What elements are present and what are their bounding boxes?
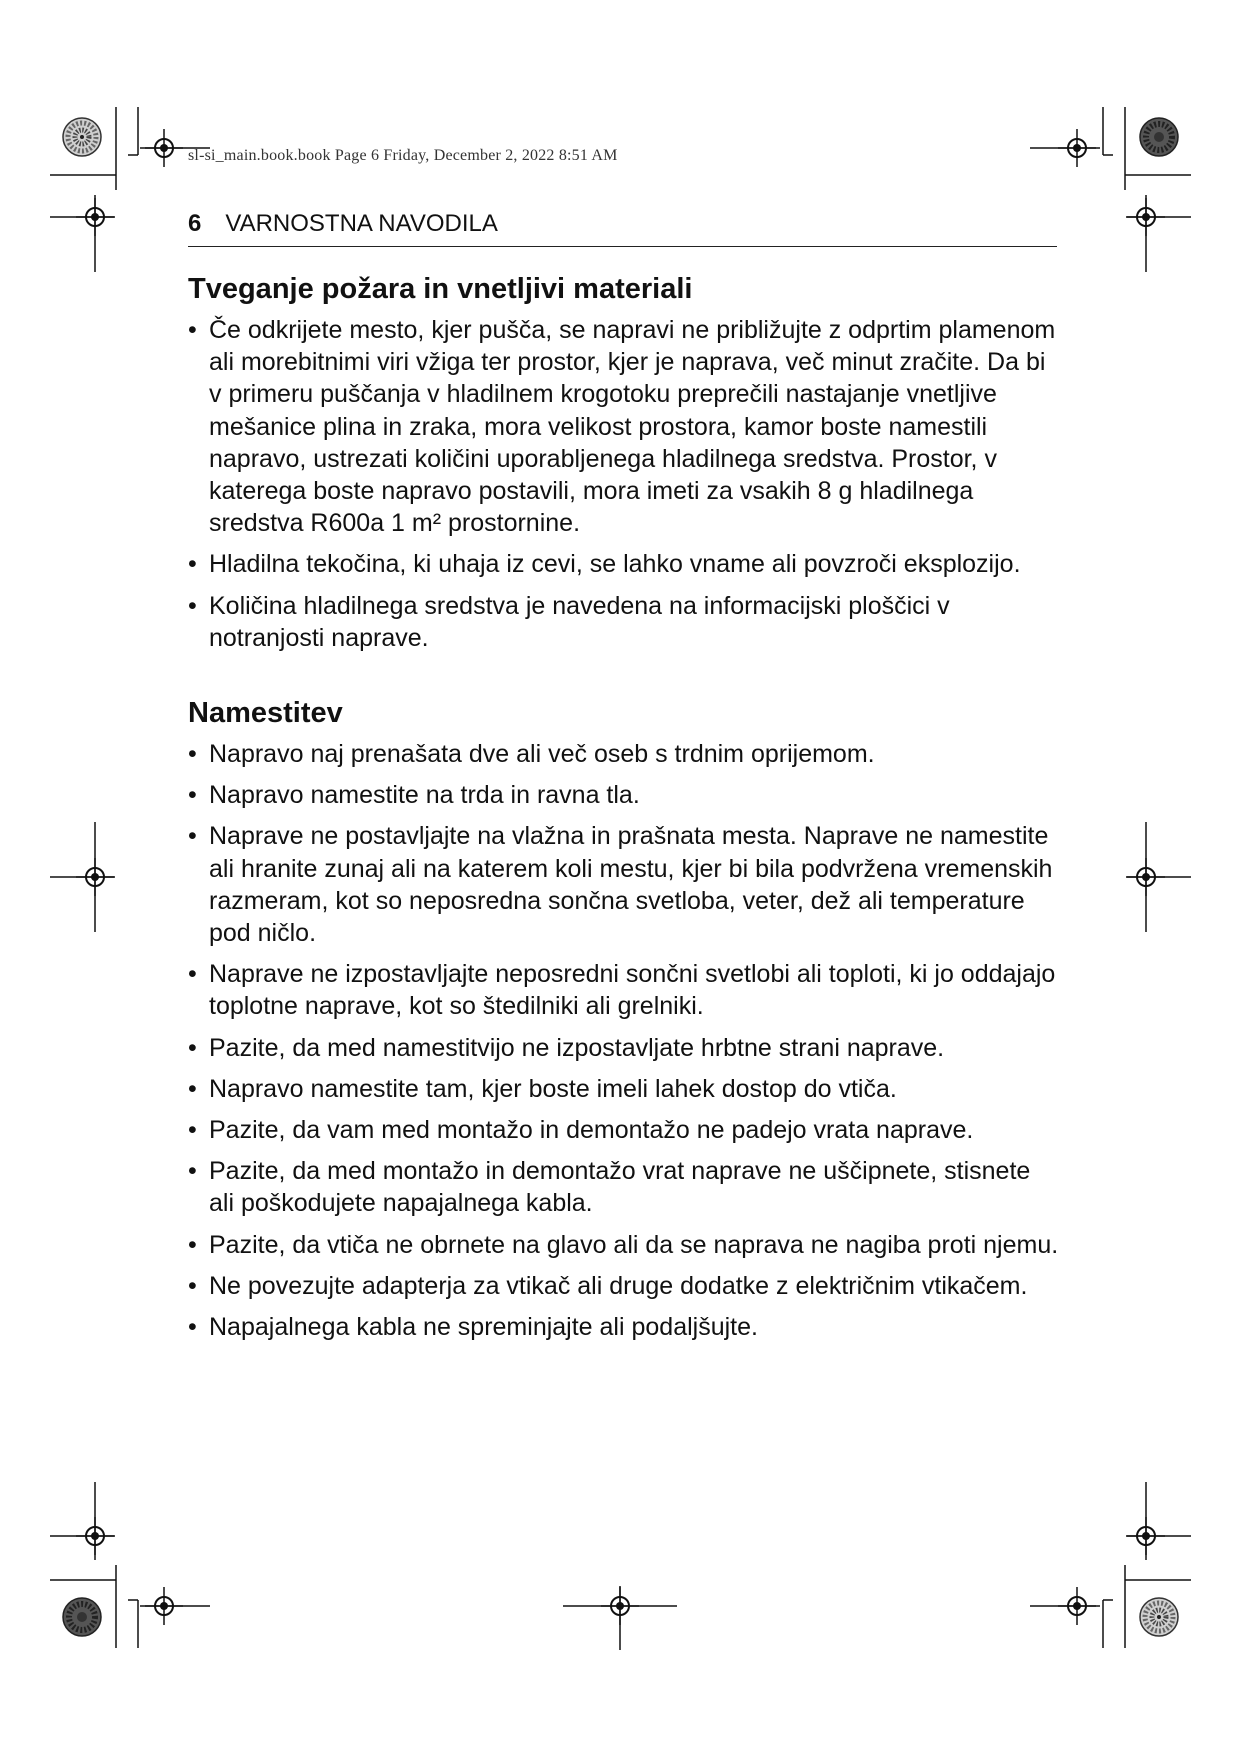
list-item: • Če odkrijete mesto, kjer pušča, se napravi ne približujte z odprtim plamenom ali morebitnimi viri vžiga ter prostor, kjer je naprava, več minut zračite. Da bi v primeru puščanja v hladilnem krogotoku preprečili nastajanje vnetljive mešanice plina in zraka, mora velikost prostora, kamor boste namestili napravo, ustrezati količini uporabljenega hladilnega sredstva. Prostor, v katerega boste napravo postavili, mora imeti za vsakih 8 g hladilnega sredstva R600a 1 m² prostornine.: [188, 314, 1062, 539]
bullet-list: [188, 314, 1062, 654]
list-item: • Napravo naj prenašata dve ali več oseb s trdnim oprijemom.: [188, 738, 1062, 770]
list-item: • Naprave ne izpostavljajte neposredni sončni svetlobi ali toploti, ki jo oddajajo toplotne naprave, kot so štedilniki ali grelniki.: [188, 958, 1062, 1022]
page-number: 6: [188, 210, 202, 237]
list-item: • Naprave ne postavljajte na vlažna in prašnata mesta. Naprave ne namestite ali hranite zunaj ali na katerem koli mestu, kjer bi bila podvržena vremenskih razmeram, kot so neposredna sončna svetloba, veter, dež ali temperature pod ničlo.: [188, 820, 1062, 949]
list-item: • Napajalnega kabla ne spreminjajte ali podaljšujte.: [188, 1311, 1062, 1343]
running-header: [188, 210, 1057, 247]
page-content: [188, 270, 1062, 1352]
color-wheel-icon: [1140, 1598, 1178, 1636]
section-title: Tveganje požara in vnetljivi materiali: [188, 273, 693, 305]
section-installation: [188, 694, 1062, 1343]
list-item: • Napravo namestite tam, kjer boste imeli lahek dostop do vtiča.: [188, 1073, 1062, 1105]
list-item: • Količina hladilnega sredstva je navedena na informacijski ploščici v notranjosti naprave.: [188, 590, 1062, 654]
list-item: • Pazite, da med montažo in demontažo vrat naprave ne uščipnete, stisnete ali poškodujete napajalnega kabla.: [188, 1155, 1062, 1219]
list-item: • Pazite, da vtiča ne obrnete na glavo ali da se naprava ne nagiba proti njemu.: [188, 1229, 1062, 1261]
list-item: • Pazite, da med namestitvijo ne izpostavljate hrbtne strani naprave.: [188, 1032, 1062, 1064]
section-fire-risk: [188, 270, 1062, 654]
color-wheel-icon: [1140, 118, 1178, 156]
list-item: • Hladilna tekočina, ki uhaja iz cevi, se lahko vname ali povzroči eksplozijo.: [188, 548, 1062, 580]
header-section-title: VARNOSTNA NAVODILA: [225, 210, 498, 237]
bullet-list: [188, 738, 1062, 1343]
list-item: • Pazite, da vam med montažo in demontažo ne padejo vrata naprave.: [188, 1114, 1062, 1146]
color-wheel-icon: [63, 118, 101, 156]
section-title: Namestitev: [188, 697, 343, 730]
list-item: • Ne povezujte adapterja za vtikač ali druge dodatke z električnim vtikačem.: [188, 1270, 1062, 1302]
print-slug: sl-si_main.book.book Page 6 Friday, December 2, 2022 8:51 AM: [188, 147, 618, 164]
color-wheel-icon: [63, 1598, 101, 1636]
list-item: • Napravo namestite na trda in ravna tla.: [188, 779, 1062, 811]
